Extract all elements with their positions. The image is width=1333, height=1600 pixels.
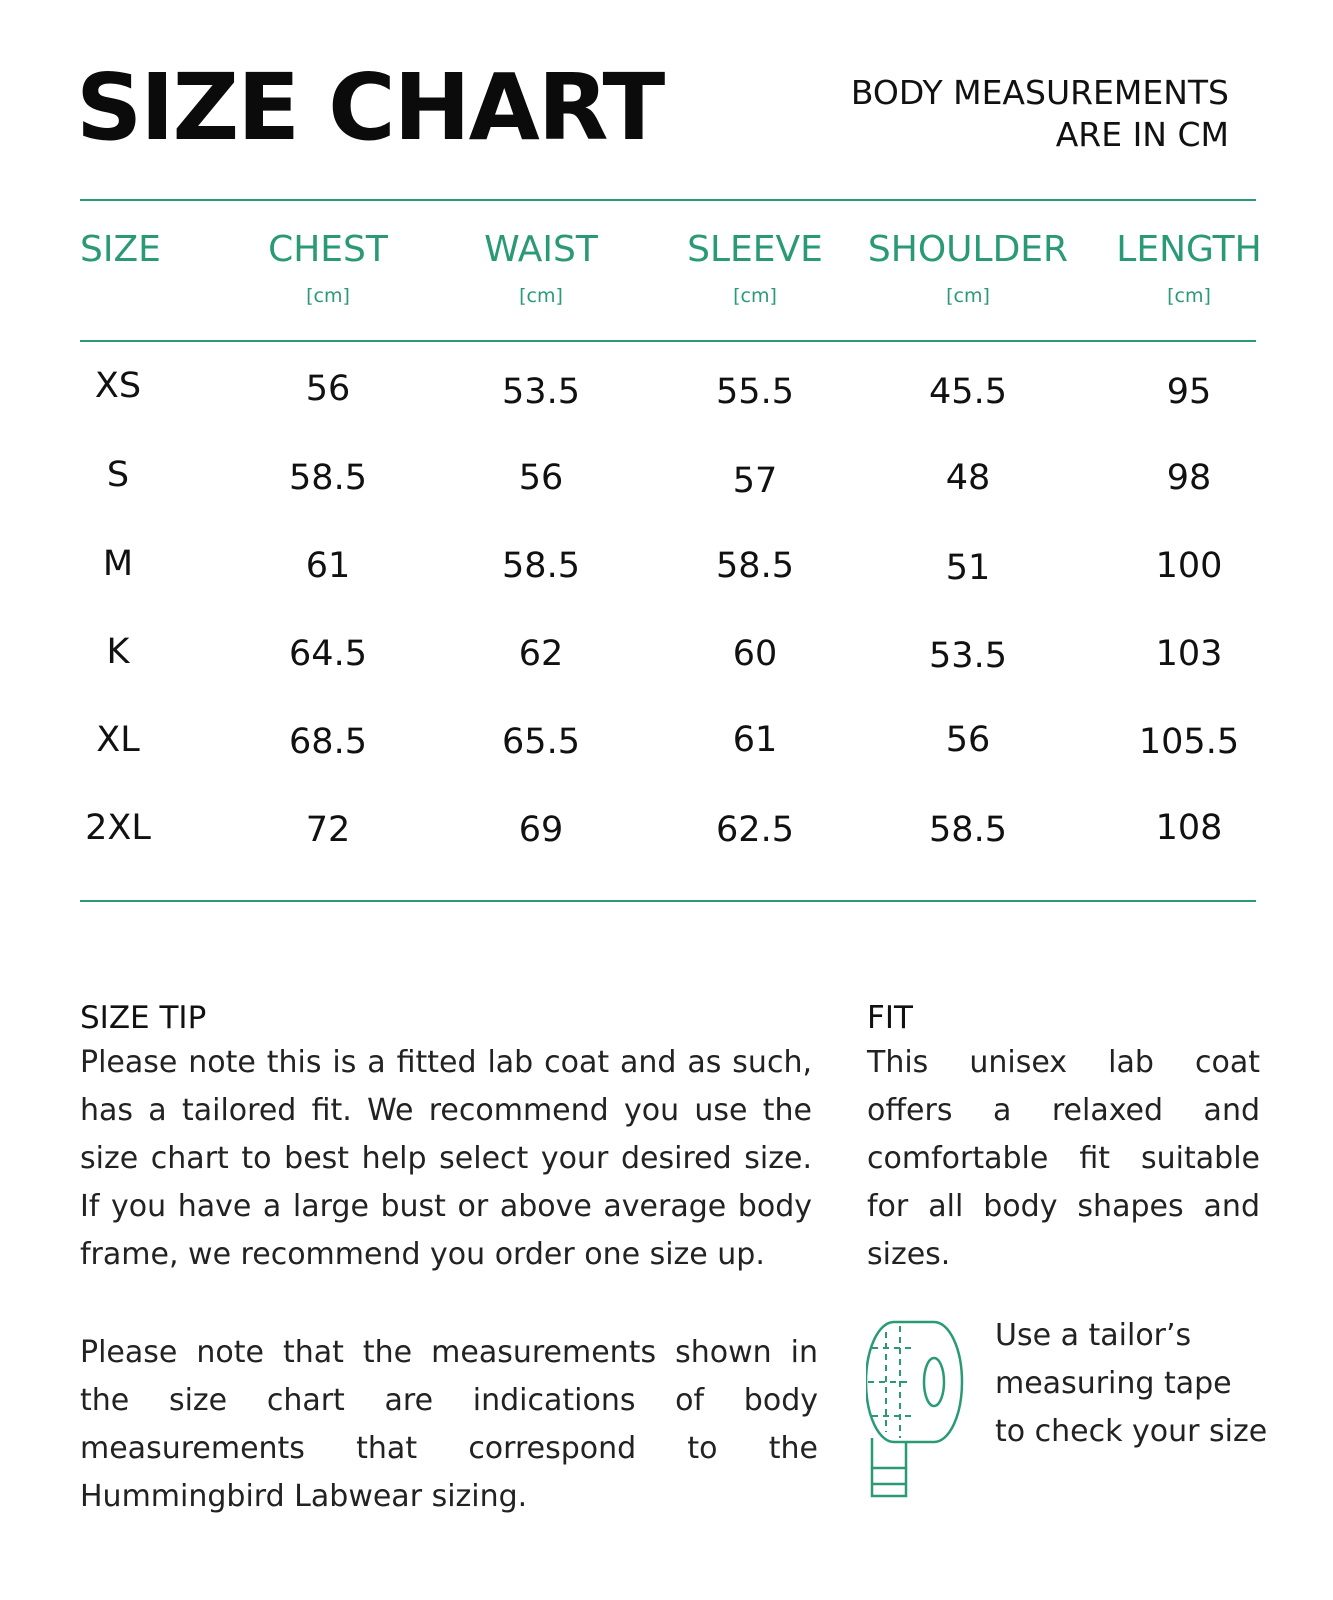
tape-tip-line-2: measuring tape xyxy=(995,1366,1232,1401)
sleeve-cell: 62.5 xyxy=(716,810,794,850)
measuring-tape-icon xyxy=(866,1318,966,1502)
shoulder-cell: 45.5 xyxy=(929,372,1007,412)
measurement-note-line-2: ARE IN CM xyxy=(1055,115,1229,154)
sleeve-cell: 55.5 xyxy=(716,372,794,412)
page-title: SIZE CHART xyxy=(76,54,664,161)
length-cell: 95 xyxy=(1166,372,1212,412)
chest-cell: 56 xyxy=(305,369,351,409)
chest-cell: 64.5 xyxy=(289,634,367,674)
size-cell: K xyxy=(106,632,130,672)
size-cell: M xyxy=(102,544,134,584)
shoulder-cell: 58.5 xyxy=(929,810,1007,850)
length-cell: 105.5 xyxy=(1138,722,1240,762)
table-bottom-divider xyxy=(80,900,1256,902)
length-cell: 98 xyxy=(1166,458,1212,498)
chest-cell: 68.5 xyxy=(289,722,367,762)
sleeve-cell: 60 xyxy=(732,634,778,674)
shoulder-cell: 56 xyxy=(945,720,991,760)
unit-label-shoulder: [cm] xyxy=(946,285,990,307)
column-header-size: SIZE xyxy=(80,229,161,270)
waist-cell: 65.5 xyxy=(502,722,580,762)
length-cell: 100 xyxy=(1155,546,1223,586)
column-header-sleeve: SLEEVE xyxy=(687,229,823,270)
tape-tip-line-3: to check your size xyxy=(995,1414,1268,1449)
column-header-chest: CHEST xyxy=(268,229,388,270)
sleeve-cell: 57 xyxy=(732,461,778,501)
waist-cell: 53.5 xyxy=(502,372,580,412)
table-header-divider xyxy=(80,340,1256,342)
measurement-note-line-1: BODY MEASUREMENTS xyxy=(850,73,1229,112)
unit-label-sleeve: [cm] xyxy=(733,285,777,307)
size-cell: 2XL xyxy=(85,808,151,848)
fit-text: This unisex lab coat offers a relaxed and comfortable fit suitable for all body shapes and sizes. xyxy=(867,1045,1260,1272)
size-tip-text: Please note this is a fitted lab coat and as such, has a tailored fit. We recommend you use the size chart to best help select your desired size. If you have a large bust or above average body frame, we recommend you order one size up. xyxy=(80,1045,812,1272)
measurement-disclaimer-text: Please note that the measurements shown in the size chart are indications of body measurements that correspond to the Hummingbird Labwear sizing. xyxy=(80,1335,818,1514)
sleeve-cell: 61 xyxy=(732,720,778,760)
tape-tip-text xyxy=(995,1312,1267,1456)
waist-cell: 58.5 xyxy=(502,546,580,586)
chest-cell: 61 xyxy=(305,546,351,586)
waist-cell: 69 xyxy=(518,810,564,850)
waist-cell: 56 xyxy=(518,458,564,498)
shoulder-cell: 53.5 xyxy=(929,636,1007,676)
shoulder-cell: 48 xyxy=(945,458,991,498)
chest-cell: 72 xyxy=(305,810,351,850)
fit-heading: FIT xyxy=(867,1000,913,1036)
size-tip-heading: SIZE TIP xyxy=(80,1000,207,1036)
table-top-divider xyxy=(80,199,1256,201)
column-header-waist: WAIST xyxy=(484,229,598,270)
shoulder-cell: 51 xyxy=(945,548,991,588)
tape-tip-line-1: Use a tailor’s xyxy=(995,1318,1192,1353)
chest-cell: 58.5 xyxy=(289,458,367,498)
waist-cell: 62 xyxy=(518,634,564,674)
length-cell: 103 xyxy=(1155,634,1223,674)
sleeve-cell: 58.5 xyxy=(716,546,794,586)
unit-label-waist: [cm] xyxy=(519,285,563,307)
size-cell: XS xyxy=(94,366,142,406)
size-cell: XL xyxy=(96,720,140,760)
unit-label-chest: [cm] xyxy=(306,285,350,307)
unit-label-length: [cm] xyxy=(1167,285,1211,307)
length-cell: 108 xyxy=(1155,808,1223,848)
measurement-note xyxy=(851,72,1229,156)
column-header-shoulder: SHOULDER xyxy=(867,229,1069,270)
column-header-length: LENGTH xyxy=(1116,229,1262,270)
size-cell: S xyxy=(106,455,130,495)
